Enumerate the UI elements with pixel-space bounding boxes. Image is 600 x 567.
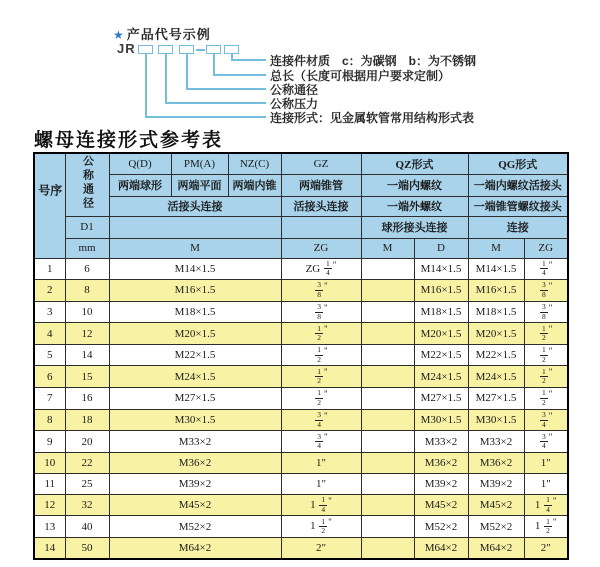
connector-line	[213, 74, 266, 76]
cell-qz-m	[361, 344, 414, 366]
cell-zg	[281, 323, 361, 345]
cell-seq: 4	[34, 323, 65, 345]
cell-seq: 6	[34, 366, 65, 388]
cell-qg-zg	[524, 301, 568, 323]
diagram-label: 总长（长度可根据用户要求定制）	[270, 69, 451, 83]
cell-qg-m: M24×1.5	[468, 366, 524, 388]
cell-qz-d: M39×2	[414, 473, 468, 494]
cell-seq: 7	[34, 388, 65, 410]
connector-line	[145, 54, 147, 116]
header-col-pm: PM(A)	[171, 153, 228, 174]
cell-dn: 50	[65, 538, 109, 559]
cell-qz-m	[361, 258, 414, 280]
connector-line	[165, 54, 167, 102]
fraction: $\frac{3}{4}$	[542, 410, 546, 429]
table-row	[34, 366, 568, 388]
cell-qz-d: M45×2	[414, 494, 468, 516]
cell-seq: 3	[34, 301, 65, 323]
header-zg1: ZG	[281, 238, 361, 258]
cell-dn: 6	[65, 258, 109, 280]
fraction: $\frac{1}{2}$	[546, 516, 550, 536]
cell-qg-zg	[524, 431, 568, 453]
header-m1: M	[109, 238, 281, 258]
header-col-qg: QG形式	[468, 153, 568, 174]
header-qg-desc2: 一端锥管螺纹接头	[468, 196, 568, 216]
cell-m: M27×1.5	[109, 388, 281, 410]
header-nz-desc: 两端内锥	[228, 174, 281, 196]
connector-line	[213, 54, 215, 74]
fraction: $\frac{1}{2}$	[317, 366, 322, 386]
cell-qg-m: M33×2	[468, 431, 524, 453]
cell-qg-m: M18×1.5	[468, 301, 524, 323]
cell-dn: 14	[65, 344, 109, 366]
header-zg2: ZG	[524, 238, 568, 258]
cell-dn: 12	[65, 323, 109, 345]
inch-mark: "	[552, 517, 557, 528]
header-union-conn: 活接头连接	[109, 196, 281, 216]
cell-qg-zg: 1 $\frac{1}{2}$ "	[524, 516, 568, 538]
cell-m: M52×2	[109, 516, 281, 538]
header-gz-desc: 两端锥管	[281, 174, 361, 196]
cell-m: M24×1.5	[109, 366, 281, 388]
cell-qz-d: M27×1.5	[414, 388, 468, 410]
table-title: 螺母连接形式参考表	[34, 130, 224, 151]
header-col-qz: QZ形式	[361, 153, 468, 174]
cell-qz-m	[361, 323, 414, 345]
cell-qg-m: M20×1.5	[468, 323, 524, 345]
cell-zg	[281, 366, 361, 388]
diagram-label: 连接件材质 c：为碳钢 b：为不锈钢	[270, 54, 477, 68]
cell-qg-zg: 1"	[524, 473, 568, 494]
fraction: $\frac{3}{4}$	[317, 410, 322, 429]
cell-zg	[281, 344, 361, 366]
cell-zg: 1"	[281, 452, 361, 473]
inch-mark: "	[552, 495, 557, 506]
cell-m: M64×2	[109, 538, 281, 559]
header-q-desc: 两端球形	[109, 174, 171, 196]
cell-zg: 2"	[281, 538, 361, 559]
cell-m: M16×1.5	[109, 280, 281, 302]
header-m3: M	[468, 238, 524, 258]
fraction: $\frac{3}{4}$	[542, 431, 546, 451]
connector-line	[231, 59, 266, 61]
fraction: $\frac{1}{2}$	[542, 323, 546, 343]
inch-mark: "	[324, 432, 328, 443]
fraction: $\frac{1}{4}$	[321, 495, 326, 514]
fraction: $\frac{1}{4}$	[546, 495, 550, 514]
cell-seq: 14	[34, 538, 65, 559]
cell-zg	[281, 388, 361, 410]
cell-qg-zg: 1"	[524, 452, 568, 473]
cell-qz-m	[361, 452, 414, 473]
cell-zg	[281, 431, 361, 453]
cell-qg-m: M16×1.5	[468, 280, 524, 302]
cell-qz-m	[361, 388, 414, 410]
cell-qg-m: M52×2	[468, 516, 524, 538]
cell-qz-d: M14×1.5	[414, 258, 468, 280]
cell-m: M36×2	[109, 452, 281, 473]
inch-mark: "	[548, 259, 553, 270]
header-col-nz: NZ(C)	[228, 153, 281, 174]
cell-dn: 8	[65, 280, 109, 302]
table-row	[34, 258, 568, 280]
header-pm-desc: 两端平面	[171, 174, 228, 196]
cell-qz-d: M36×2	[414, 452, 468, 473]
inch-mark: "	[548, 432, 553, 443]
header-col-q: Q(D)	[109, 153, 171, 174]
cell-qz-m	[361, 409, 414, 431]
cell-qg-m: M30×1.5	[468, 409, 524, 431]
inch-mark: "	[324, 324, 328, 335]
cell-zg: ZG $\frac{1}{4}$ "	[281, 258, 361, 280]
table-row	[34, 538, 568, 559]
cell-qg-zg: 2"	[524, 538, 568, 559]
cell-dn: 18	[65, 409, 109, 431]
cell-m: M45×2	[109, 494, 281, 516]
fraction: $\frac{1}{4}$	[325, 258, 330, 278]
inch-mark: "	[548, 410, 553, 421]
diagram-label: 公称压力	[270, 97, 319, 111]
cell-qz-m	[361, 301, 414, 323]
cell-dn: 25	[65, 473, 109, 494]
cell-seq: 11	[34, 473, 65, 494]
cell-qz-m	[361, 280, 414, 302]
cell-dn: 10	[65, 301, 109, 323]
cell-qg-zg	[524, 344, 568, 366]
cell-qz-d: M22×1.5	[414, 344, 468, 366]
star-icon: ★	[113, 28, 125, 42]
header-dn: 公称通径	[65, 153, 109, 216]
inch-mark: "	[548, 281, 553, 292]
cell-m: M22×1.5	[109, 344, 281, 366]
cell-qg-zg	[524, 258, 568, 280]
cell-qg-m: M27×1.5	[468, 388, 524, 410]
code-box	[158, 45, 173, 54]
cell-dn: 20	[65, 431, 109, 453]
cell-seq: 1	[34, 258, 65, 280]
nut-connection-reference-table	[33, 152, 569, 560]
connector-line	[186, 54, 188, 88]
cell-qz-d: M20×1.5	[414, 323, 468, 345]
inch-mark: "	[324, 281, 328, 292]
fraction: $\frac{3}{8}$	[317, 280, 322, 300]
cell-qg-zg	[524, 388, 568, 410]
fraction: $\frac{1}{2}$	[317, 388, 322, 408]
fraction: $\frac{1}{4}$	[542, 258, 546, 278]
cell-dn: 15	[65, 366, 109, 388]
diagram-label: 公称通径	[270, 83, 319, 97]
inch-mark: "	[328, 495, 332, 506]
inch-mark: "	[548, 367, 553, 378]
header-qz-desc2: 一端外螺纹	[361, 196, 468, 216]
table-row	[34, 473, 568, 494]
cell-qg-zg	[524, 280, 568, 302]
fraction: $\frac{1}{2}$	[542, 345, 546, 364]
cell-dn: 40	[65, 516, 109, 538]
code-box	[224, 45, 239, 54]
cell-m: M20×1.5	[109, 323, 281, 345]
cell-qg-zg	[524, 409, 568, 431]
cell-m: M39×2	[109, 473, 281, 494]
fraction: $\frac{3}{8}$	[317, 302, 322, 321]
code-box	[206, 45, 221, 54]
cell-zg	[281, 409, 361, 431]
fraction: $\frac{1}{2}$	[317, 323, 322, 343]
inch-mark: "	[332, 259, 337, 270]
cell-qg-m: M39×2	[468, 473, 524, 494]
inch-mark: "	[324, 389, 328, 400]
cell-dn: 16	[65, 388, 109, 410]
code-box	[179, 45, 194, 54]
header-qg-desc1: 一端内螺纹活接头	[468, 174, 568, 196]
cell-qz-m	[361, 473, 414, 494]
table-body	[34, 258, 568, 559]
cell-seq: 2	[34, 280, 65, 302]
table-row	[34, 388, 568, 410]
cell-qz-d: M18×1.5	[414, 301, 468, 323]
cell-qz-m	[361, 538, 414, 559]
header-seq: 序号	[34, 153, 65, 258]
cell-qz-d: M24×1.5	[414, 366, 468, 388]
cell-qg-m: M64×2	[468, 538, 524, 559]
inch-mark: "	[548, 302, 553, 313]
cell-qg-m: M45×2	[468, 494, 524, 516]
table-row	[34, 344, 568, 366]
header-gz-conn: 活接头连接	[281, 196, 361, 216]
inch-mark: "	[548, 389, 553, 400]
fraction: $\frac{1}{2}$	[542, 366, 546, 386]
connector-line	[165, 102, 266, 104]
header-empty-1	[109, 216, 281, 238]
header-qz-conn: 球形接头连接	[361, 216, 468, 238]
cell-qz-m	[361, 494, 414, 516]
cell-qg-m: M36×2	[468, 452, 524, 473]
cell-zg: 1 $\frac{1}{4}$ "	[281, 494, 361, 516]
cell-dn: 32	[65, 494, 109, 516]
cell-seq: 10	[34, 452, 65, 473]
table-row	[34, 323, 568, 345]
cell-qz-d: M33×2	[414, 431, 468, 453]
header-qg-conn: 连接	[468, 216, 568, 238]
cell-zg	[281, 301, 361, 323]
cell-m: M30×1.5	[109, 409, 281, 431]
code-dash	[196, 49, 205, 51]
diagram-title-text: 产品代号示例	[126, 27, 211, 42]
inch-mark: "	[324, 367, 328, 378]
product-code-diagram	[0, 0, 600, 125]
product-code-prefix: JR	[117, 41, 136, 56]
fraction: $\frac{3}{8}$	[542, 280, 546, 300]
cell-seq: 8	[34, 409, 65, 431]
cell-m: M33×2	[109, 431, 281, 453]
fraction: $\frac{1}{2}$	[321, 516, 326, 536]
connector-line	[145, 116, 266, 118]
cell-dn: 22	[65, 452, 109, 473]
fraction: $\frac{1}{2}$	[542, 388, 546, 408]
cell-m: M14×1.5	[109, 258, 281, 280]
inch-mark: "	[548, 324, 553, 335]
cell-qz-d: M52×2	[414, 516, 468, 538]
inch-mark: "	[324, 302, 328, 313]
cell-qg-m: M22×1.5	[468, 344, 524, 366]
inch-mark: "	[548, 345, 553, 356]
table-row	[34, 301, 568, 323]
cell-m: M18×1.5	[109, 301, 281, 323]
cell-seq: 13	[34, 516, 65, 538]
table-header	[34, 153, 568, 258]
cell-seq: 5	[34, 344, 65, 366]
cell-qz-m	[361, 431, 414, 453]
code-box	[138, 45, 153, 54]
header-col-gz: GZ	[281, 153, 361, 174]
header-empty-2	[281, 216, 361, 238]
cell-zg: 1"	[281, 473, 361, 494]
cell-zg: 1 $\frac{1}{2}$ "	[281, 516, 361, 538]
header-qz-desc1: 一端内螺纹	[361, 174, 468, 196]
cell-qg-zg: 1 $\frac{1}{4}$ "	[524, 494, 568, 516]
header-mm: mm	[65, 238, 109, 258]
fraction: $\frac{3}{4}$	[317, 431, 322, 451]
cell-qz-d: M30×1.5	[414, 409, 468, 431]
fraction: $\frac{3}{8}$	[542, 302, 546, 321]
table-row	[34, 516, 568, 538]
header-d1: D1	[65, 216, 109, 238]
cell-qz-m	[361, 516, 414, 538]
header-d: D	[414, 238, 468, 258]
table-row	[34, 431, 568, 453]
cell-seq: 12	[34, 494, 65, 516]
inch-mark: "	[324, 410, 328, 421]
table-row	[34, 280, 568, 302]
inch-mark: "	[328, 517, 332, 528]
cell-zg	[281, 280, 361, 302]
table-row	[34, 409, 568, 431]
table-row	[34, 494, 568, 516]
table-row	[34, 452, 568, 473]
cell-qg-zg	[524, 366, 568, 388]
cell-qg-zg	[524, 323, 568, 345]
cell-qz-d: M16×1.5	[414, 280, 468, 302]
diagram-label: 连接形式：见金属软管常用结构形式表	[270, 111, 475, 125]
fraction: $\frac{1}{2}$	[317, 345, 322, 364]
cell-qz-d: M64×2	[414, 538, 468, 559]
header-m2: M	[361, 238, 414, 258]
connector-line	[186, 88, 266, 90]
cell-seq: 9	[34, 431, 65, 453]
cell-qz-m	[361, 366, 414, 388]
inch-mark: "	[324, 345, 328, 356]
cell-qg-m: M14×1.5	[468, 258, 524, 280]
